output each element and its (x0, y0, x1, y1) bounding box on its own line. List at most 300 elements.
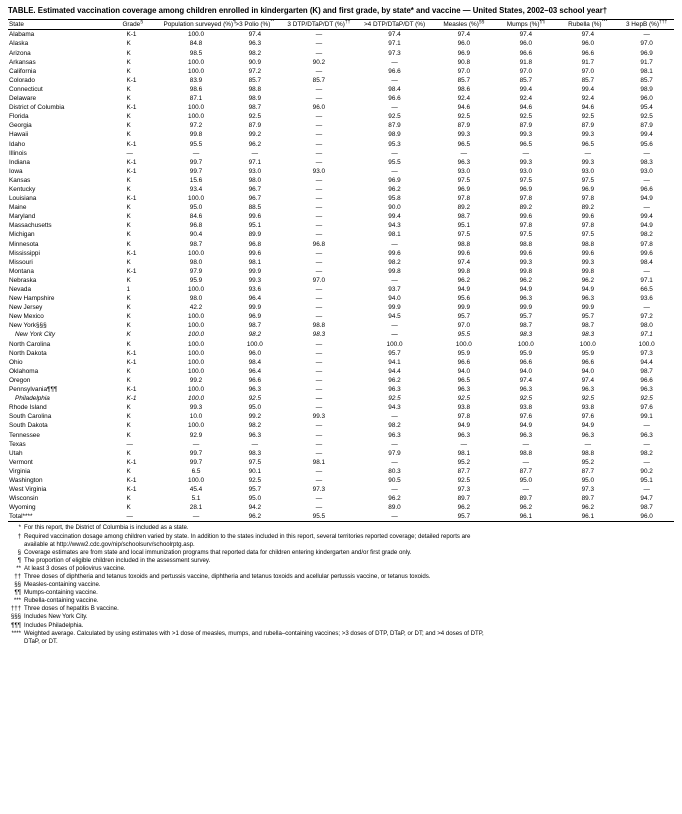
footnote-text (24, 565, 674, 573)
cell-hepb: 98.1 (640, 67, 653, 75)
cell-polio: — (251, 149, 259, 157)
cell-dtp4: 95.7 (388, 349, 401, 357)
cell-rubella: 87.7 (581, 467, 595, 475)
cell-dtp4: 99.8 (388, 267, 401, 275)
cell-rubella: 97.4 (581, 31, 595, 39)
cell-grade: K (126, 204, 131, 212)
cell-hepb: 98.0 (640, 322, 653, 330)
cell-hepb: — (643, 486, 650, 494)
cell-measles: 95.9 (457, 349, 471, 357)
cell-rubella: 97.5 (581, 231, 595, 239)
cell-measles: 93.8 (457, 404, 471, 412)
cell-polio: 96.3 (248, 40, 262, 48)
cell-hepb: 96.6 (640, 376, 653, 384)
cell-dtp4: 98.1 (388, 231, 401, 239)
cell-state: Oklahoma (9, 367, 39, 375)
cell-state: Wyoming (9, 504, 36, 512)
table-row (8, 431, 674, 440)
cell-hepb: 96.9 (640, 49, 653, 57)
cell-dtp4: 98.2 (388, 258, 401, 266)
cell-dtp4: 100.0 (386, 340, 403, 348)
cell-dtp3: 98.8 (312, 322, 326, 330)
cell-rubella: 89.7 (581, 495, 595, 503)
cell-measles: 92.5 (457, 476, 471, 484)
cell-hepb: 95.1 (640, 476, 653, 484)
cell-dtp3: — (315, 113, 323, 121)
cell-dtp3: — (315, 440, 323, 448)
cell-population-surveyed: 5.1 (191, 495, 201, 503)
footnote-marker: ¶¶ (14, 589, 21, 597)
footnote-text (24, 630, 674, 646)
cell-measles: 99.3 (457, 131, 471, 139)
cell-population-surveyed: 84.6 (189, 213, 203, 221)
cell-grade: K-1 (126, 195, 137, 203)
cell-state: Washington (9, 476, 43, 484)
footnote-line: Includes New York City. (24, 613, 88, 621)
cell-measles: 98.1 (457, 449, 471, 457)
cell-rubella: 92.5 (581, 395, 595, 403)
table-header (8, 20, 674, 29)
cell-state: Ohio (9, 358, 23, 366)
cell-rubella: 97.8 (581, 222, 595, 230)
cell-polio: 98.2 (248, 422, 262, 430)
cell-polio: 97.5 (248, 458, 262, 466)
footnote-line-continued: available at http://www2.cdc.gov/nip/schoolsurv/schoolrptg.asp. (24, 540, 195, 548)
col-header-grade-sup: § (140, 19, 143, 26)
cell-state: California (9, 67, 36, 75)
cell-grade: K-1 (126, 104, 137, 112)
cell-measles: 95.5 (457, 331, 471, 339)
cell-mumps: 97.4 (519, 376, 533, 384)
cell-mumps: 96.3 (519, 386, 533, 394)
table-row (8, 67, 674, 76)
footnote (8, 549, 674, 557)
footnote-line: Measles-containing vaccine. (24, 581, 101, 589)
cell-rubella: — (584, 149, 591, 157)
table-row (8, 76, 674, 85)
cell-mumps: 94.9 (519, 286, 533, 293)
table-row (8, 367, 674, 376)
cell-grade: K (126, 240, 131, 248)
cell-dtp3: — (315, 349, 323, 357)
cell-population-surveyed: — (192, 513, 200, 521)
cell-hepb: 99.4 (640, 131, 653, 139)
cell-hepb: 96.0 (640, 513, 653, 521)
table-row (8, 485, 674, 494)
cell-mumps: 99.3 (519, 131, 533, 139)
cell-mumps: 97.5 (519, 176, 533, 184)
cell-grade: K (126, 113, 131, 121)
cell-population-surveyed: 99.8 (189, 131, 203, 139)
cell-grade: K (126, 213, 131, 221)
cell-hepb: 85.7 (640, 76, 653, 84)
table-body (8, 30, 674, 521)
table-row (8, 449, 674, 458)
cell-measles: 96.2 (457, 276, 471, 284)
cell-dtp3: — (315, 295, 323, 303)
cell-hepb: 95.4 (640, 104, 653, 112)
table-row (8, 212, 674, 221)
col-header-rubella-sup: *** (601, 19, 608, 26)
cell-polio: 99.9 (248, 304, 262, 312)
cell-polio: 90.1 (248, 467, 262, 475)
footnote-line: For this report, the District of Columbia is included as a state. (24, 524, 189, 532)
table-row (8, 230, 674, 239)
cell-measles: 89.2 (457, 204, 471, 212)
cell-dtp3: — (315, 467, 323, 475)
cell-grade: K (126, 58, 131, 66)
footnote (8, 533, 674, 549)
cell-rubella: 98.8 (581, 240, 595, 248)
cell-measles: 97.4 (457, 258, 471, 266)
cell-polio: 98.8 (248, 85, 262, 93)
cell-grade: K (126, 40, 131, 48)
cell-rubella: 97.3 (581, 486, 595, 494)
cell-rubella: 96.2 (581, 276, 595, 284)
cell-population-surveyed: 98.7 (189, 240, 203, 248)
cell-dtp4: 96.2 (388, 376, 401, 384)
cell-measles: 96.3 (457, 431, 471, 439)
footnote-marker: ¶¶¶ (11, 621, 21, 629)
cell-rubella: 97.6 (581, 413, 595, 421)
table-row (8, 30, 674, 39)
footnote-text (24, 557, 674, 565)
cell-measles: 96.2 (457, 504, 471, 512)
cell-rubella: 99.3 (581, 258, 595, 266)
cell-population-surveyed: 100.0 (188, 58, 205, 66)
footnote-marker: ††† (10, 605, 21, 613)
cell-population-surveyed: 98.6 (189, 85, 203, 93)
cell-hepb: 98.2 (640, 449, 653, 457)
cell-polio: 96.7 (248, 185, 262, 193)
cell-grade: K (126, 304, 131, 312)
vaccination-coverage-table (8, 20, 674, 29)
cell-grade: K-1 (126, 349, 137, 357)
cell-grade: K (126, 422, 131, 430)
col-header-mumps-sup: ¶¶ (539, 19, 545, 26)
table-row (8, 403, 674, 412)
cell-population-surveyed: 6.5 (191, 467, 201, 475)
cell-population-surveyed: 97.2 (189, 122, 203, 130)
cell-polio: 98.2 (248, 331, 262, 339)
cell-grade: — (126, 513, 133, 521)
cell-polio: 95.0 (248, 404, 262, 412)
footnotes (8, 524, 674, 645)
cell-hepb: 98.4 (640, 258, 653, 266)
cell-mumps: 87.7 (519, 467, 533, 475)
cell-hepb: 94.9 (640, 222, 653, 230)
cell-population-surveyed: 95.0 (189, 204, 203, 212)
cell-polio: 99.6 (248, 213, 262, 221)
cell-mumps: 99.6 (519, 213, 533, 221)
cell-measles: 94.9 (457, 422, 471, 430)
table-row (8, 221, 674, 230)
table-row (8, 121, 674, 130)
cell-mumps: 96.1 (519, 513, 533, 521)
cell-dtp4: — (391, 149, 398, 157)
cell-state: New Hampshire (9, 295, 55, 303)
cell-dtp3: — (315, 213, 323, 221)
cell-mumps: 89.7 (519, 495, 533, 503)
cell-hepb: 94.9 (640, 195, 653, 203)
footnote (8, 557, 674, 565)
table-row (8, 412, 674, 421)
cell-mumps: 91.8 (519, 58, 533, 66)
table-header-row (8, 20, 674, 29)
cell-measles: 95.7 (457, 513, 471, 521)
cell-rubella: 96.9 (581, 185, 595, 193)
cell-mumps: 92.4 (519, 95, 533, 103)
cell-hepb: 96.6 (640, 185, 653, 193)
cell-population-surveyed: 100.0 (188, 358, 205, 366)
cell-measles: 97.0 (457, 67, 471, 75)
cell-measles: 100.0 (455, 340, 472, 348)
cell-state: Illinois (9, 149, 27, 157)
cell-measles: 97.0 (457, 322, 471, 330)
cell-mumps: 95.9 (519, 349, 533, 357)
cell-rubella: 96.6 (581, 49, 595, 57)
cell-dtp3: — (315, 231, 323, 239)
cell-hepb: 97.2 (640, 313, 653, 321)
cell-rubella: 97.0 (581, 67, 595, 75)
footnote-line: Weighted average. Calculated by using estimates with >1 dose of measles, mumps, and rubella–containing vaccines; >3 doses of DTP, DTaP, or DT; and >4 doses of DTP, (24, 629, 484, 637)
footnote-marker: §§ (14, 581, 21, 589)
footnote (8, 581, 674, 589)
cell-grade: K-1 (126, 476, 137, 484)
cell-dtp4: — (391, 486, 398, 494)
cell-measles: 97.5 (457, 231, 471, 239)
footnote-line: Required vaccination dosage among children varied by state. In addition to the states included in this report, several territories reported coverage; detailed reports are (24, 532, 471, 540)
cell-polio: 99.2 (248, 131, 262, 139)
cell-hepb: — (643, 458, 650, 466)
cell-dtp4: — (391, 240, 398, 248)
cell-hepb: 99.6 (640, 249, 653, 257)
cell-polio: 96.6 (248, 376, 262, 384)
cell-hepb: 91.7 (640, 58, 653, 66)
cell-polio: 95.7 (248, 486, 262, 494)
footnote-marker: * (18, 524, 21, 532)
table-row (8, 440, 674, 449)
cell-measles: 94.6 (457, 104, 471, 112)
cell-hepb: — (643, 422, 650, 430)
cell-hepb: 96.3 (640, 431, 653, 439)
cell-dtp4: 97.3 (388, 49, 401, 57)
footnote (8, 565, 674, 573)
cell-polio: 90.9 (248, 58, 262, 66)
cell-dtp3: — (315, 358, 323, 366)
col-header-rubella: Rubella (%)*** (568, 19, 608, 29)
cell-dtp4: 94.3 (388, 222, 401, 230)
cell-state: Hawaii (9, 131, 29, 139)
footnote-line: Rubella-containing vaccine. (24, 597, 99, 605)
table-row (8, 185, 674, 194)
cell-dtp4: 98.4 (388, 85, 401, 93)
cell-dtp3: — (315, 149, 323, 157)
cell-polio: 96.3 (248, 386, 262, 394)
cell-state: North Carolina (9, 340, 51, 348)
cell-mumps: 96.2 (519, 276, 533, 284)
cell-rubella: 99.6 (581, 249, 595, 257)
cell-state: Texas (9, 440, 26, 448)
cell-dtp3: — (315, 95, 323, 103)
cell-rubella: 96.3 (581, 295, 595, 303)
cell-measles: 99.9 (457, 304, 471, 312)
cell-mumps: 92.5 (519, 395, 533, 403)
cell-rubella: 99.6 (581, 213, 595, 221)
cell-hepb: 87.9 (640, 122, 653, 130)
cell-rubella: 99.3 (581, 158, 595, 166)
cell-dtp3: — (315, 449, 323, 457)
cell-population-surveyed: 100.0 (188, 340, 205, 348)
table-row (8, 294, 674, 303)
cell-population-surveyed: 96.8 (189, 222, 203, 230)
cell-grade: K (126, 449, 131, 457)
cell-measles: 97.3 (457, 486, 471, 494)
cell-grade: K (126, 431, 131, 439)
table-row (8, 512, 674, 521)
cell-dtp4: 94.3 (388, 404, 401, 412)
cell-dtp4: 96.6 (388, 95, 401, 103)
cell-grade: K (126, 313, 131, 321)
col-header-measles-sup: §§ (478, 19, 485, 26)
cell-dtp3: — (315, 131, 323, 139)
cell-grade: K (126, 131, 131, 139)
cell-polio: 98.9 (248, 95, 262, 103)
table-row (8, 349, 674, 358)
cell-hepb: 97.1 (640, 276, 653, 284)
cell-grade: K (126, 258, 131, 266)
cell-population-surveyed: 100.0 (188, 331, 205, 339)
table-row (8, 140, 674, 149)
cell-state: Rhode Island (9, 404, 47, 412)
cell-mumps: 97.8 (519, 222, 533, 230)
cell-polio: 96.0 (248, 349, 262, 357)
cell-state: Tennessee (9, 431, 40, 439)
cell-rubella: 94.9 (581, 422, 595, 430)
footnote-text (24, 605, 674, 613)
col-header-hepb: 3 HepB (%)††† (625, 19, 668, 29)
footnote (8, 613, 674, 621)
cell-dtp3: — (315, 395, 323, 403)
cell-polio: 97.2 (248, 67, 262, 75)
cell-dtp4: 98.2 (388, 422, 401, 430)
cell-measles: 85.7 (457, 76, 471, 84)
cell-hepb: 99.4 (640, 213, 653, 221)
cell-polio: 89.9 (248, 231, 262, 239)
cell-state: Colorado (9, 76, 35, 84)
cell-dtp4: 87.9 (388, 122, 401, 130)
cell-dtp4: — (391, 440, 398, 448)
table-row (8, 112, 674, 121)
cell-polio: 85.7 (248, 76, 262, 84)
cell-polio: 93.6 (248, 286, 262, 293)
cell-polio: 98.3 (248, 449, 262, 457)
footnote-marker: **** (11, 629, 21, 637)
cell-grade: K (126, 331, 131, 339)
cell-measles: 95.7 (457, 313, 471, 321)
table-row (8, 85, 674, 94)
cell-state: District of Columbia (9, 104, 65, 112)
cell-population-surveyed: 100.0 (188, 386, 205, 394)
col-header-grade: Grade§ (122, 19, 143, 29)
cell-dtp3: — (315, 376, 323, 384)
cell-dtp3: — (315, 340, 323, 348)
cell-state: Louisiana (9, 195, 37, 203)
cell-hepb: 98.7 (640, 367, 653, 375)
table-row (8, 203, 674, 212)
table-row (8, 503, 674, 512)
cell-mumps: 96.6 (519, 49, 533, 57)
cell-dtp3: 99.3 (312, 413, 326, 421)
cell-state: Arizona (9, 49, 31, 57)
cell-population-surveyed: 87.1 (189, 95, 203, 103)
cell-hepb: — (643, 440, 650, 448)
cell-dtp4: 96.6 (388, 67, 401, 75)
table-row (8, 358, 674, 367)
cell-dtp3: 93.0 (312, 167, 326, 175)
cell-state: Massachusetts (9, 222, 52, 230)
cell-grade: K-1 (126, 386, 137, 394)
cell-hepb: 98.2 (640, 231, 653, 239)
footnote (8, 605, 674, 613)
cell-mumps: 93.0 (519, 167, 533, 175)
cell-state: Georgia (9, 122, 32, 130)
cell-rubella: 89.2 (581, 204, 595, 212)
cell-measles: 94.0 (457, 367, 471, 375)
col-header-population-sup: ¶ (233, 19, 236, 26)
cell-measles: 92.4 (457, 95, 471, 103)
cell-grade: — (126, 440, 133, 448)
footnote (8, 524, 674, 532)
cell-hepb: 93.6 (640, 295, 653, 303)
cell-rubella: 97.5 (581, 176, 595, 184)
cell-grade: K (126, 340, 131, 348)
cell-dtp3: 98.3 (312, 331, 326, 339)
cell-state: Idaho (9, 140, 25, 148)
footnote-line: Three doses of diphtheria and tetanus toxoids and pertussis vaccine, diphtheria and tetanus toxoids and acellular pertussis vaccine, or tetanus toxoids. (24, 573, 431, 580)
footnote-line: Three doses of hepatitis B vaccine. (24, 605, 119, 613)
cell-mumps: 99.4 (519, 85, 533, 93)
cell-population-surveyed: 100.0 (188, 476, 205, 484)
cell-rubella: — (584, 440, 591, 448)
table-row (8, 312, 674, 321)
cell-mumps: 95.0 (519, 476, 533, 484)
cell-state: South Carolina (9, 413, 52, 421)
cell-polio: 96.2 (248, 140, 262, 148)
cell-population-surveyed: 99.3 (189, 404, 203, 412)
cell-grade: K (126, 504, 131, 512)
cell-dtp4: — (391, 276, 398, 284)
footnote-marker: † (17, 532, 21, 540)
footnote (8, 597, 674, 605)
cell-polio: 98.7 (248, 322, 262, 330)
cell-mumps: 97.0 (519, 67, 533, 75)
cell-population-surveyed: 100.0 (188, 322, 205, 330)
cell-polio: 98.4 (248, 358, 262, 366)
cell-dtp4: — (391, 167, 398, 175)
cell-rubella: 96.3 (581, 431, 595, 439)
footnote-line: Includes Philadelphia. (24, 621, 84, 629)
cell-population-surveyed: — (192, 149, 200, 157)
table-row (8, 58, 674, 67)
cell-rubella: 96.2 (581, 504, 595, 512)
cell-dtp3: — (315, 504, 323, 512)
cell-grade: K-1 (126, 31, 137, 39)
cell-dtp3: — (315, 258, 323, 266)
cell-population-surveyed: 10.0 (189, 413, 203, 421)
cell-measles: 96.5 (457, 376, 471, 384)
cell-mumps: 87.9 (519, 122, 533, 130)
